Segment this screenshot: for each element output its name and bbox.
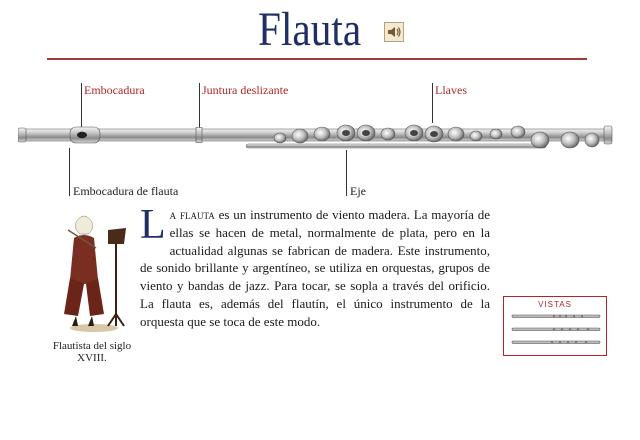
label-keys: Llaves <box>435 83 467 97</box>
views-button[interactable] <box>503 296 607 356</box>
label-head-joint: Embocadura de flauta <box>73 184 179 198</box>
article-text: es un instrumento de viento madera. La mayoría de ellas se hacen de metal, normalmente de plata, pero en la actualidad algunas se fabrican de madera. Este instrumento, de sonido brillante y argentíneo, se utiliza en orquestas, grupos de viento y bandas de jazz. Para tocar, se sopla a través del orificio. La flauta es, además del flautín, el único instrumento de la orquesta que se toca de este modo. <box>140 207 490 329</box>
dropcap: L <box>140 202 166 248</box>
speaker-icon <box>385 23 403 41</box>
views-label: VISTAS <box>538 300 572 309</box>
article-lead: a flauta <box>169 207 215 222</box>
views-thumbnail <box>504 297 606 355</box>
flute-illustration <box>18 110 614 162</box>
portrait-caption: Flautista del siglo XVIII. <box>52 340 132 364</box>
page-title: Flauta <box>258 3 362 56</box>
title-divider <box>47 58 587 60</box>
play-sound-button[interactable] <box>384 22 404 42</box>
label-embouchure: Embocadura <box>84 83 145 97</box>
flutist-portrait <box>58 210 130 334</box>
label-axle: Eje <box>350 184 366 198</box>
label-slide-joint: Juntura deslizante <box>202 83 289 97</box>
article-body <box>140 202 490 331</box>
